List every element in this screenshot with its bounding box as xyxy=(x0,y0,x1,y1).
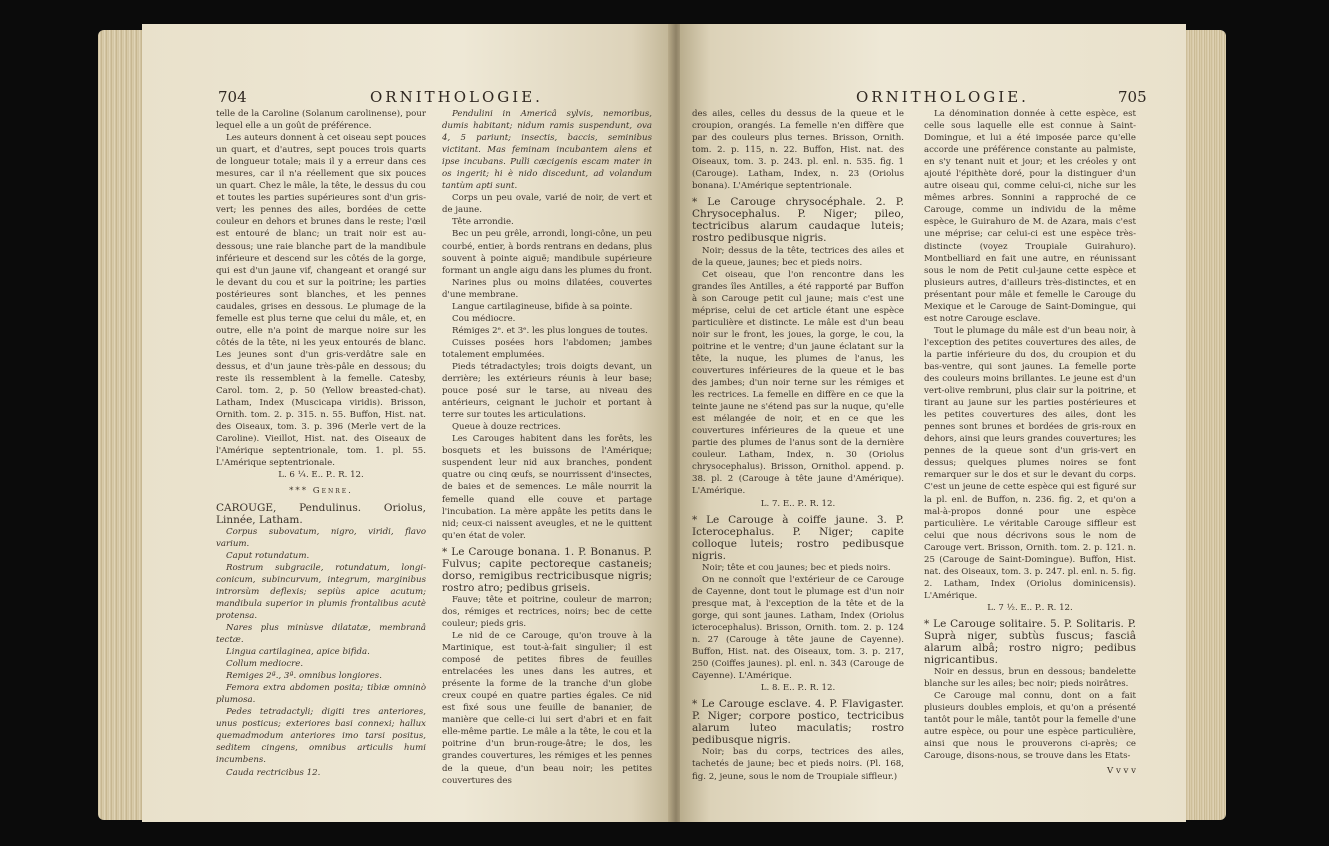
right-page-edges xyxy=(1180,30,1226,820)
paragraph: Langue cartilagineuse, bifide à sa pointe. xyxy=(452,301,633,312)
measurements: L. 6 ¼. E.. P.. R. 12. xyxy=(278,470,364,481)
paragraph: Les auteurs donnent à cet oiseau sept pouces un quart, et d'autres, sept pouces trois quarts de longueur totale; mais il y a erreur dans ces mesures, car il n'a réellement que six pouces un quart. Chez le mâle, la tête, le dessus du cou et toutes les parties supérieures sont d'un gris-vert; les pennes des ailes, bordées de cette couleur en dehors et brunes dans le reste; l'œil est entouré de blanc; un trait noir est au-dessous; une raie blanche part de la mandibule inférieure et descend sur les côtés de la gorge, qui est d'un jaune vif, changeant et orangé sur le devant du cou et sur la poitrine; les parties postérieures sont blanches, et les pennes caudales, grises en dessous. Le plumage de la femelle est plus terne que celui du mâle, et, en outre, elle n'a point de marque noire sur les côtés de la tête, ni les yeux entourés de blanc. Les jeunes sont d'un gris-verdâtre sale en dessus, et d'un jaune très-pâle en dessous; du reste ils ressemblent à la femelle. Catesby, Carol. tom. 2, p. 50 (Yellow breasted-chat). Latham, Index (Muscicapa viridis). Brisson, Ornith. tom. 2. p. 315. n. 55. Buffon, Hist. nat. des Oiseaux, tom. 3. p. 396 (Merle vert de la Caroline). Vieillot, Hist. nat. des Oiseaux de l'Amérique septentrionale, tom. 1. pl. 55. L'Amérique septentrionale. xyxy=(216,133,426,469)
latin-line: Cauda rectricibus 12. xyxy=(226,767,321,778)
paragraph: Pendulini in Americâ sylvis, nemoribus, dumis habitant; nidum ramis suspendunt, ova 4, 5 pariunt; insectis, baccis, seminibus victitant. Mas feminam incubantem alens et ipse incubans. Pulli cæcigenis escam mater in os ingerit; hi è nido discedunt, ad volandum tantùm apti sunt. xyxy=(442,109,652,192)
latin-line: Remiges 2ª., 3ª. omnibus longiores. xyxy=(226,671,382,682)
measurements: L. 7 ½. E.. P.. R. 12. xyxy=(987,602,1073,613)
right-column-2 xyxy=(924,108,1136,777)
latin-line: Femora extra abdomen posita; tibiæ omninò plumosa. xyxy=(216,683,426,706)
measurements: L. 7. E.. P.. R. 12. xyxy=(760,498,836,509)
paragraph: Les Carouges habitent dans les forêts, les bosquets et les buissons de l'Amérique; suspendent leur nid aux branches, pondent quatre ou cinq œufs, se nourrissent d'insectes, de baies et de semences. Le mâle nourrit la femelle quand elle couve et partage l'incubation. La mère appâte les petits dans le nid; ceux-ci naissent aveugles, et ne le quittent qu'en état de voler. xyxy=(442,434,652,541)
paragraph: Ce Carouge mal connu, dont on a fait plusieurs doubles emplois, et qu'on a présenté tantôt pour le mâle, tantôt pour la femelle d'une autre espèce, ou pour une espèce particulière, ainsi que nous le prouverons ci-après; ce Carouge, disons-nous, se trouve dans les Etats- xyxy=(924,691,1136,762)
left-column-2 xyxy=(442,108,652,787)
paragraph: Noir; bas du corps, tectrices des ailes, tachetés de jaune; bec et pieds noirs. (Pl. 168, fig. 2, jeune, sous le nom de Troupiale siffleur.) xyxy=(692,747,904,782)
latin-line: Nares plus minùsve dilatatæ, membranâ tectæ. xyxy=(216,622,426,646)
paragraph: Rémiges 2ᵉ. et 3ᵉ. les plus longues de toutes. xyxy=(452,325,648,336)
paragraph: Corps un peu ovale, varié de noir, de vert et de jaune. xyxy=(442,193,652,216)
paragraph: Pieds tétradactyles; trois doigts devant, un derrière; les extérieurs réunis à leur base; pouce posé sur le tarse, au niveau des antérieurs, ceignant le juchoir et portant à terre sur toutes les articulations. xyxy=(442,361,652,421)
left-page-edges xyxy=(98,30,146,820)
latin-line: Caput rotundatum. xyxy=(226,550,310,561)
paragraph: Bec un peu grêle, arrondi, longi-cône, un peu courbé, entier, à bords rentrans en dedans, plus souvent à pointe aiguë; mandibule supérieure formant un angle aigu dans les plumes du front. xyxy=(442,229,653,276)
paragraph: telle de la Caroline (Solanum carolinense), pour lequel elle a un goût de préférence. xyxy=(216,109,426,132)
latin-line: Pedes tetradactyli; digiti tres anteriores, unus posticus; exteriores basi connexi; hallux quemadmodum anteriores imo tarsi positus, seditem cingens, omnibus articulis humi incumbens. xyxy=(216,707,426,766)
paragraph: Noir; tête et cou jaunes; bec et pieds noirs. xyxy=(702,562,891,573)
paragraph: Tête arrondie. xyxy=(452,217,514,228)
paragraph: Le nid de ce Carouge, qu'on trouve à la Martinique, est tout-à-fait singulier; il est composé de petites fibres de feuilles entrelacées les unes dans les autres, et présente la forme de la tranche d'un globe creux coupé en quatre parties égales. Ce nid est fixé sous une feuille de bananier, de manière que celle-ci lui sert d'abri et en fait elle-même partie. Le mâle a la tête, le cou et la poitrine d'un brun-rouge-âtre; le dos, les grandes couvertures, les rémiges et les pennes de la queue, d'un beau noir; les petites couvertures des xyxy=(442,631,652,786)
genre-heading: *** Genre. xyxy=(289,486,353,497)
measurements: L. 8. E.. P.. R. 12. xyxy=(760,683,836,694)
latin-line: Corpus subovatum, nigro, viridi, flavo varium. xyxy=(216,526,426,549)
paragraph: Narines plus ou moins dilatées, couvertes d'une membrane. xyxy=(442,277,652,300)
paragraph: Queue à douze rectrices. xyxy=(452,422,561,433)
species-heading: * Le Carouge à coiffe jaune. 3. P. Icterocephalus. P. Niger; capite colloque luteis; rostro pedibusque nigris. xyxy=(692,513,904,562)
paragraph: Cou médiocre. xyxy=(452,313,516,324)
paragraph: La dénomination donnée à cette espèce, est celle sous laquelle elle est connue à Saint-Domingue, et lui a été imposée parce qu'elle accorde une préférence constante au palmiste, en s'y tenant nuit et jour; et les créoles y ont ajouté l'épithète doré, pour la distinguer d'un autre oiseau qui, comme celui-ci, niche sur les mêmes arbres. Sonnini a rapproché de ce Carouge, comme un individu de la même espèce, le Guirahuro de M. de Azara, mais c'est une méprise; car celui-ci est une espèce très-distincte (voyez Troupiale Guirahuro). Montbelliard en fait une autre, en réunissant sous le nom de Petit cul-jaune cette espèce et plusieurs autres, d'ailleurs très-distinctes, et en présentant pour mâle et femelle le Carouge du Mexique et le Carouge de Saint-Domingue, qui est notre Carouge esclave. xyxy=(924,109,1136,324)
right-running-head: ORNITHOLOGIE. xyxy=(856,88,1029,106)
left-column-1 xyxy=(216,108,426,779)
genus-heading: CAROUGE, Pendulinus. Oriolus, Linnée, Latham. xyxy=(216,501,426,526)
latin-line: Lingua cartilaginea, apice bifida. xyxy=(226,647,370,658)
paragraph: Tout le plumage du mâle est d'un beau noir, à l'exception des petites couvertures des ailes, de la partie inférieure du dos, du croupion et du bas-ventre, qui sont jaunes. La femelle porte des couleurs moins brillantes. Le jeune est d'un vert-olive rembruni, plus clair sur la poitrine, et tirant au jaune sur les parties postérieures et les petites couvertures des ailes, dont les pennes sont brunes et bordées de gris-roux en dehors, ainsi que leurs grandes couvertures; les pennes de la queue sont d'un gris-vert en dessus; quelques plumes noires se font remarquer sur le dos et sur le devant du corps. C'est un jeune de cette espèce qui est figuré sur la pl. enl. de Buffon, n. 236. fig. 2, et qu'on a mal-à-propos donné pour une espèce particulière. Le véritable Carouge siffleur est celui que nous décrivons sous le nom de Carouge vert. Brisson, Ornith. tom. 2. p. 121. n. 25 (Carouge de Saint-Domingue). Buffon, Hist. nat. des Oiseaux, tom. 3. p. 247. pl. enl. n. 5. fig. 2. Latham, Index (Oriolus dominicensis). L'Amérique. xyxy=(924,325,1137,601)
left-page xyxy=(142,24,674,822)
signature-mark: V v v v xyxy=(1107,765,1136,776)
paragraph: Cet oiseau, que l'on rencontre dans les grandes îles Antilles, a été rapporté par Buffon à son Carouge petit cul jaune; mais c'est une méprise, celui de cet article étant une espèce particulière et distincte. Le mâle est d'un beau noir sur le front, les joues, la gorge, le cou, la poitrine et le ventre; d'un jaune éclatant sur la tête, la nuque, les plumes de l'anus, les couvertures inférieures de la queue et le bas des jambes; d'un noir terne sur les rémiges et les rectrices. La femelle en diffère en ce que la teinte jaune ne s'étend pas sur la nuque, qu'elle est mélangée de noir, et en ce que les couvertures inférieures de la queue et une partie des plumes de l'anus sont de la dernière couleur. Latham, Index, n. 30 (Oriolus chrysocephalus). Brisson, Ornithol. append. p. 38. pl. 2 (Carouge à tête jaune d'Amérique). L'Amérique. xyxy=(692,269,904,497)
right-page-number: 705 xyxy=(1118,88,1147,106)
paragraph: Fauve; tête et poitrine, couleur de marron; dos, rémiges et rectrices, noirs; bec de cette couleur; pieds gris. xyxy=(442,594,652,629)
left-page-number: 704 xyxy=(218,88,247,106)
paragraph: Noir; dessus de la tête, tectrices des ailes et de la queue, jaunes; bec et pieds noirs. xyxy=(692,245,904,268)
paragraph: des ailes, celles du dessus de la queue et le croupion, orangés. La femelle n'en diffère que par des couleurs plus ternes. Brisson, Ornith. tom. 2. p. 115, n. 22. Buffon, Hist. nat. des Oiseaux, tom. 3. p. 243. pl. enl. n. 535. fig. 1 (Carouge). Latham, Index, n. 23 (Oriolus bonana). L'Amérique septentrionale. xyxy=(692,109,904,192)
species-heading: * Le Carouge chrysocéphale. 2. P. Chrysocephalus. P. Niger; pileo, tectricibus alarum caudaque luteis; rostro pedibusque nigris. xyxy=(692,196,904,245)
species-heading: * Le Carouge esclave. 4. P. Flavigaster. P. Niger; corpore postico, tectricibus alarum luteo maculatis; rostro pedibusque nigris. xyxy=(692,698,904,747)
paragraph: On ne connoît que l'extérieur de ce Carouge de Cayenne, dont tout le plumage est d'un noir presque mat, à l'exception de la tête et de la gorge, qui sont jaunes. Latham, Index (Oriolus icterocephalus). Brisson, Ornith. tom. 2. p. 124 n. 27 (Carouge à tête jaune de Cayenne). Buffon, Hist. nat. des Oiseaux, tom. 3. p. 217, 250 (Coiffes jaunes). pl. enl. n. 343 (Carouge de Cayenne). L'Amérique. xyxy=(692,574,904,682)
paragraph: Cuisses posées hors l'abdomen; jambes totalement emplumées. xyxy=(442,337,652,360)
left-running-head: ORNITHOLOGIE. xyxy=(370,88,543,106)
right-page xyxy=(680,24,1186,822)
latin-line: Collum mediocre. xyxy=(226,659,304,670)
species-heading: * Le Carouge bonana. 1. P. Bonanus. P. Fulvus; capite pectoreque castaneis; dorso, remigibus rectricibusque nigris; rostro atro; pedibus griseis. xyxy=(442,545,652,594)
right-column-1 xyxy=(692,108,904,783)
paragraph: Noir en dessus, brun en dessous; bandelette blanche sur les ailes; bec noir; pieds noirâtres. xyxy=(924,667,1136,690)
latin-line: Rostrum subgracile, rotundatum, longi-conicum, subincurvum, integrum, marginibus introrsùm deflexis; sepiùs apice acutum; mandibula superior in plumis frontalibus acutè protensa. xyxy=(216,562,426,621)
species-heading: * Le Carouge solitaire. 5. P. Solitaris. P. Suprà niger, subtùs fuscus; fasciâ alarum albâ; rostro nigro; pedibus nigricantibus. xyxy=(924,617,1136,667)
